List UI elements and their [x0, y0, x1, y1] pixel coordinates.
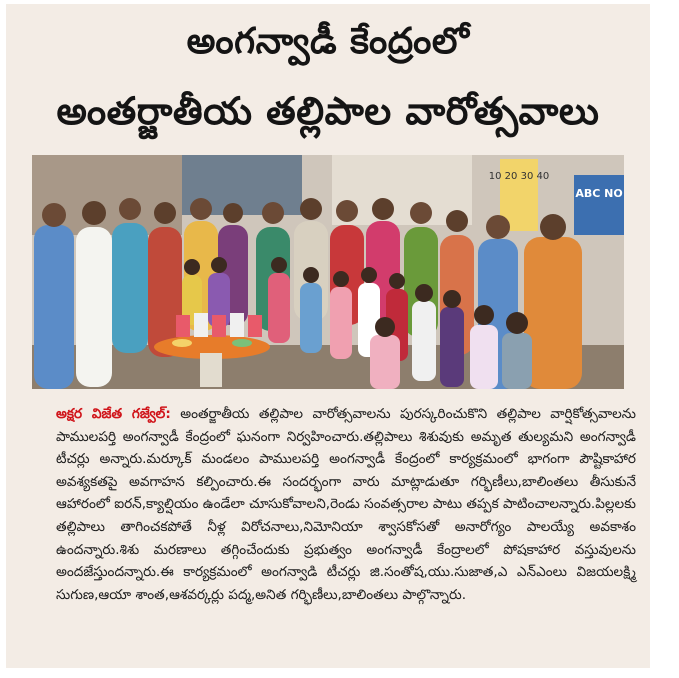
- article-dateline: అక్షర విజేత గజ్వేల్:: [56, 406, 171, 422]
- article-text: అంతర్జాతీయ తల్లిపాల వారోత్సవాలను పురస్కరించుకొని తల్లిపాల వార్షికోత్సవాలను పాములపర్తి అంగన్వాడీ కేంద్రంలో ఘనంగా నిర్వహించారు.తల్లిపాలు శిశువుకు అమృత తుల్యమని అంగన్వాడీ టీచర్లు అన్నారు.మర్కూక్ మండలం పాములపర్తి అంగన్వాడీ కేంద్రంలో కార్యక్రమంలో భాగంగా పౌష్టికాహార అవశ్యకతపై అవగాహన కల్పించారు.ఈ సందర్భంగా వారు మాట్లాడుతూ గర్భిణీలు,బాలింతలు తీసుకునే ఆహారంలో ఐరన్,క్యాల్షియం ఉండేలా చూసుకోవాలని,రెండు సంవత్సరాల పాటు తప్పక పాటించాలన్నారు.పిల్లలకు తల్లిపాలు తాగించకపోతే నీళ్ల విరోచనాలు,నిమోనియా శ్వాసకోసతో అనారోగ్యం పాలయ్యే అవకాశం ఉందన్నారు.శిశు మరణాలు తగ్గించేందుకు ప్రభుత్వం అంగన్వాడీ కేంద్రాలలో పోషకాహార వస్తువులను అందజేస్తుందన్నారు.ఈ కార్యక్రమంలో అంగన్వాడి టీచర్లు జి.సంతోష,యు.సుజాత,ఎ ఎన్ఎంలు విజయలక్ష్మి సుగుణ,ఆయా శాంత,ఆశవర్కర్లు పద్మ,అనిత గర్భిణీలు,బాలింతలు పాల్గొన్నారు.: [56, 406, 636, 603]
- wall-sign-text: ABC NO: [575, 187, 623, 200]
- newspaper-clipping: [6, 4, 650, 668]
- group-photo-illustration: [32, 155, 624, 389]
- wall-sign: [574, 175, 624, 235]
- group-photo: [32, 155, 624, 389]
- headline-line-2: అంతర్జాతీయ తల్లిపాల వారోత్సవాలు: [56, 89, 600, 133]
- wall-chart-text: 10 20 30 40: [488, 171, 550, 182]
- headline-line-1: అంగన్వాడీ కేంద్రంలో: [186, 21, 470, 62]
- article-body: [56, 403, 636, 606]
